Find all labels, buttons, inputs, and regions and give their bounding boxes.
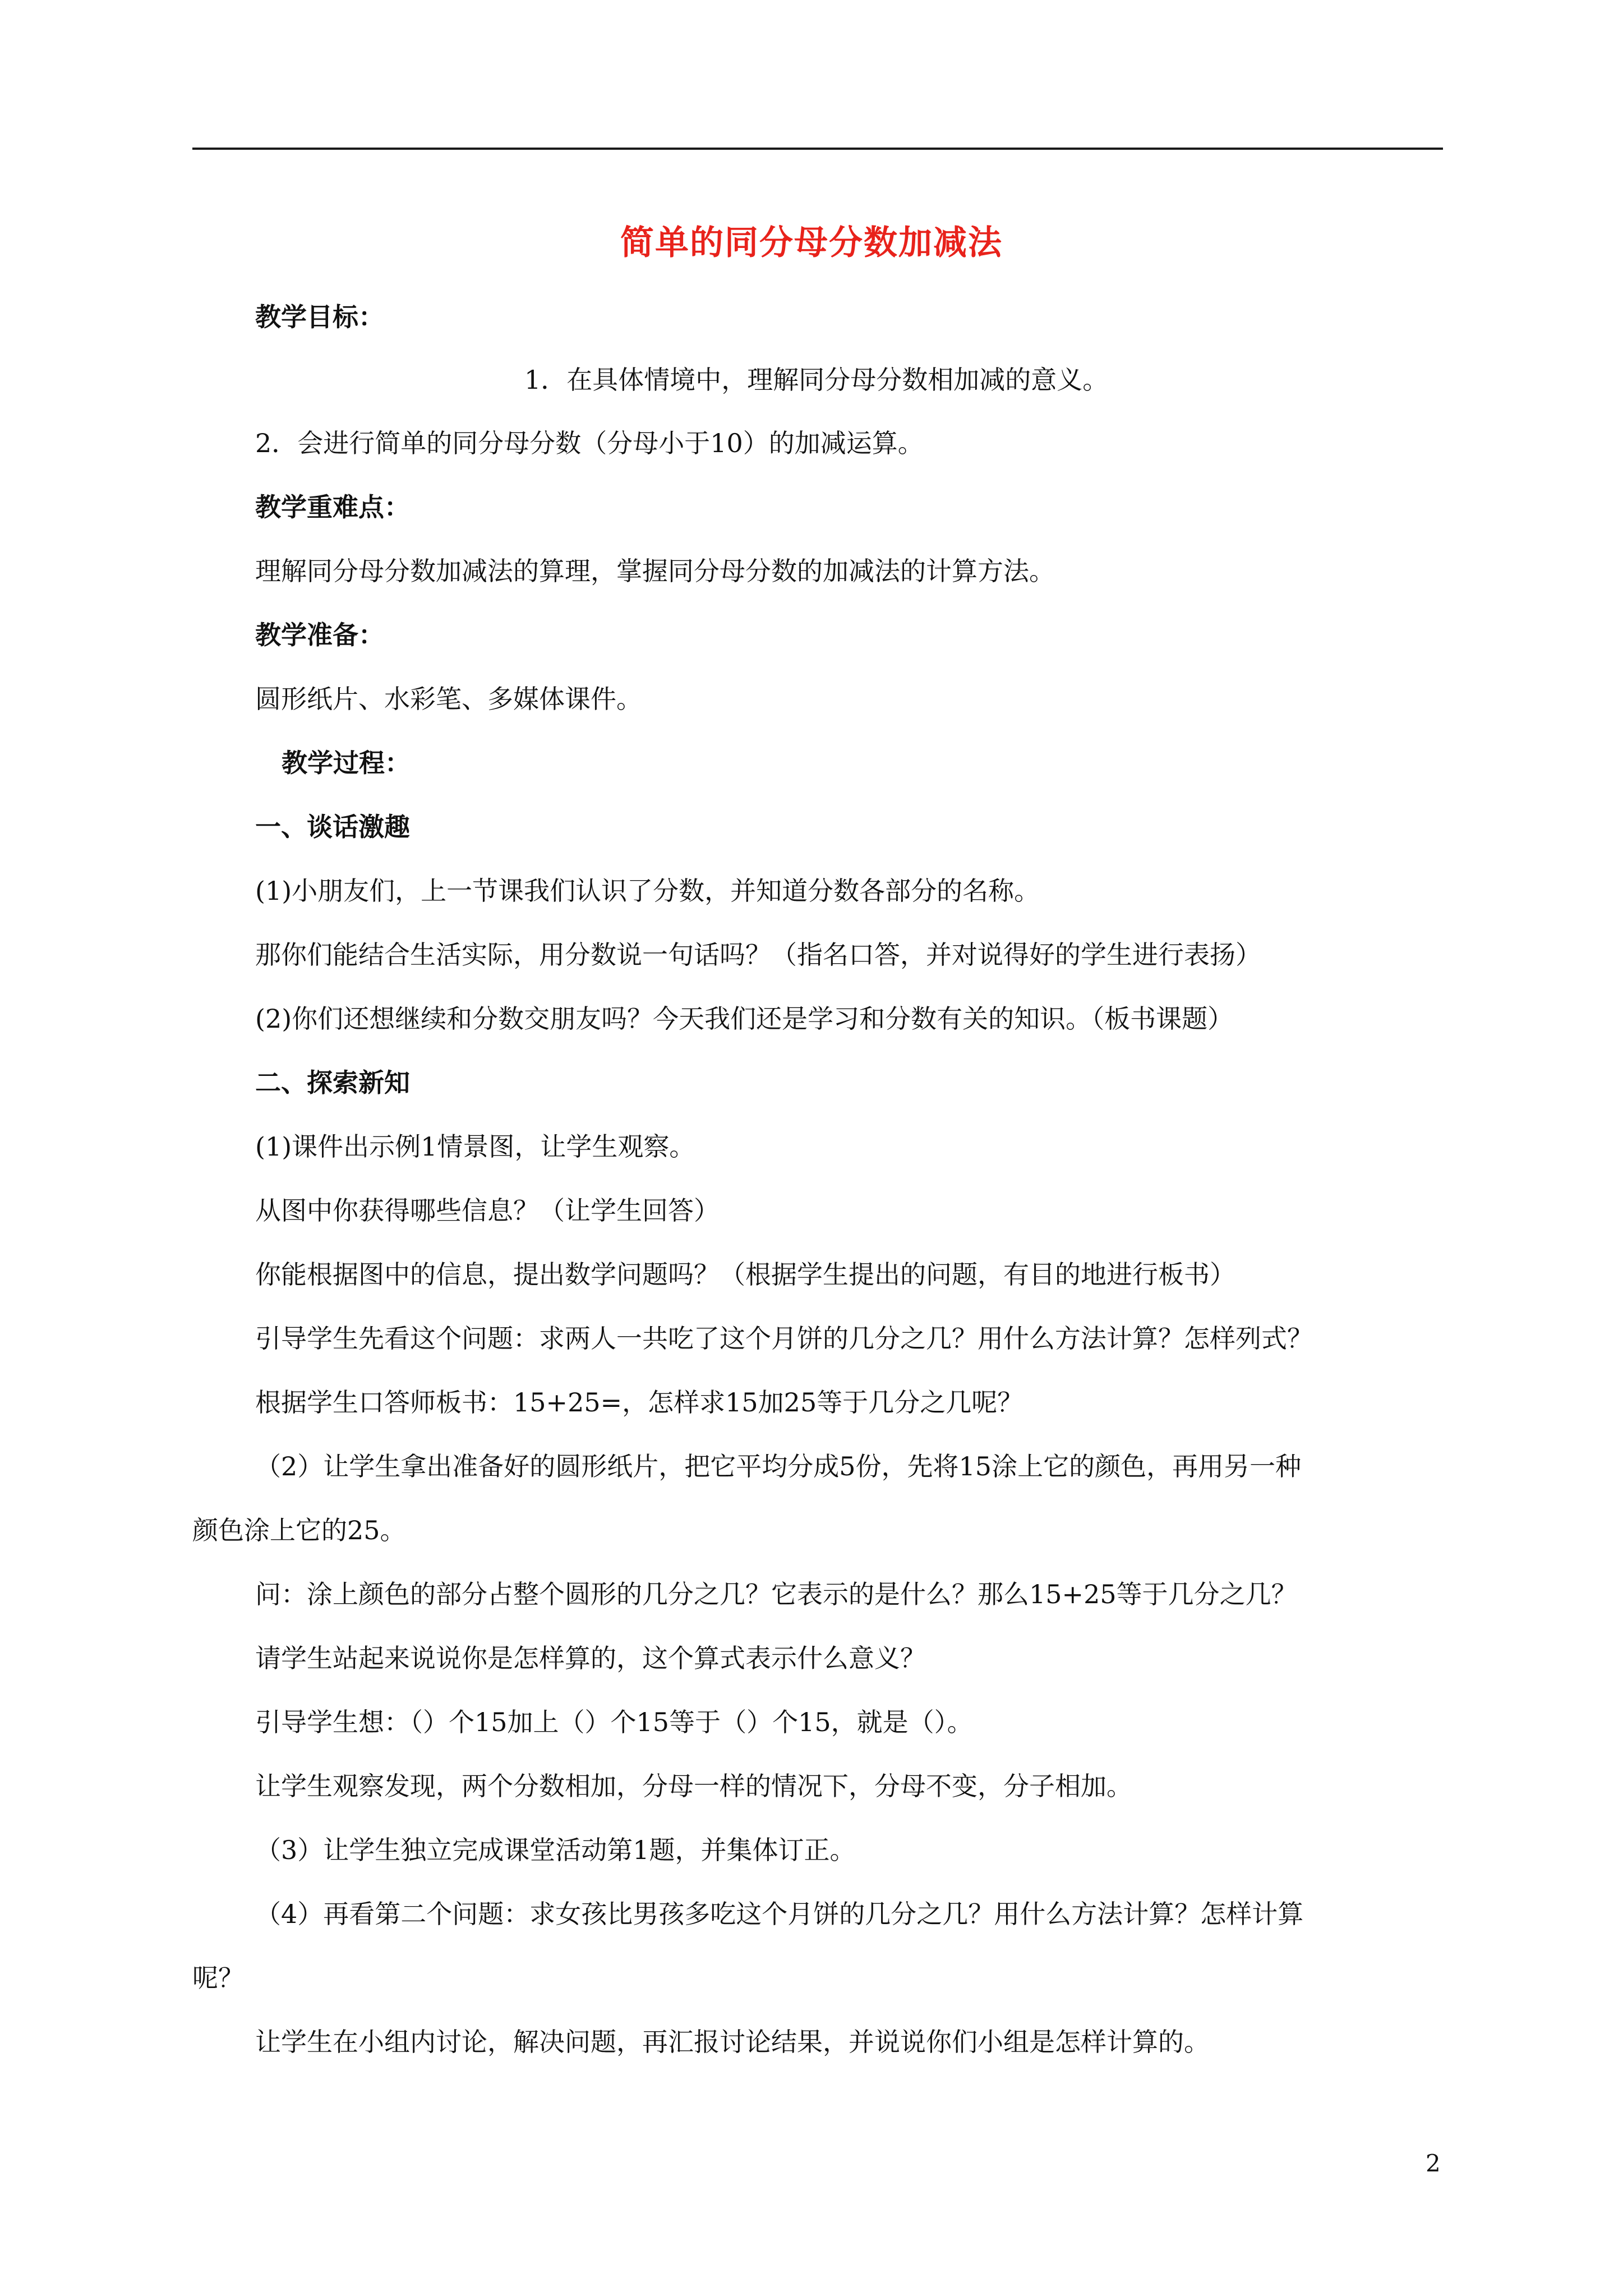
key-points-text: 理解同分母分数加减法的算理，掌握同分母分数的加减法的计算方法。 [255, 556, 1055, 586]
paragraph: (1)小朋友们，上一节课我们认识了分数，并知道分数各部分的名称。 [255, 876, 1040, 906]
paragraph: (1)课件出示例1情景图，让学生观察。 [255, 1131, 695, 1162]
paragraph-continuation: 颜色涂上它的25。 [192, 1515, 406, 1545]
paragraph: （4）再看第二个问题：求女孩比男孩多吃这个月饼的几分之几？用什么方法计算？怎样计算 [255, 1899, 1304, 1929]
paragraph: （2）让学生拿出准备好的圆形纸片，把它平均分成5份，先将15涂上它的颜色，再用另一种 [255, 1451, 1302, 1481]
section-heading-process: 教学过程： [282, 748, 411, 778]
section-heading-part-2: 二、探索新知 [255, 1068, 410, 1098]
objective-1: 1．在具体情境中，理解同分母分数相加减的意义。 [524, 365, 1109, 395]
paragraph: (2)你们还想继续和分数交朋友吗？今天我们还是学习和分数有关的知识。（板书课题） [255, 1004, 1234, 1034]
paragraph: 问：涂上颜色的部分占整个圆形的几分之几？它表示的是什么？那么15+25等于几分之几？ [255, 1579, 1297, 1609]
section-heading-objectives: 教学目标： [255, 302, 384, 332]
paragraph-continuation: 呢？ [192, 1963, 244, 1993]
objective-2: 2．会进行简单的同分母分数（分母小于10）的加减运算。 [255, 428, 924, 458]
paragraph: 请学生站起来说说你是怎样算的，这个算式表示什么意义？ [255, 1643, 926, 1673]
paragraph: 你能根据图中的信息，提出数学问题吗？（根据学生提出的问题，有目的地进行板书） [255, 1259, 1235, 1290]
paragraph: 那你们能结合生活实际，用分数说一句话吗？（指名口答，并对说得好的学生进行表扬） [255, 940, 1261, 970]
paragraph: 让学生在小组内讨论，解决问题，再汇报讨论结果，并说说你们小组是怎样计算的。 [255, 2027, 1210, 2057]
page-number: 2 [1426, 2150, 1441, 2177]
header-rule [192, 148, 1443, 150]
section-heading-preparation: 教学准备： [255, 620, 384, 650]
paragraph: 根据学生口答师板书：15+25=，怎样求15加25等于几分之几呢？ [255, 1387, 1023, 1418]
preparation-text: 圆形纸片、水彩笔、多媒体课件。 [255, 684, 642, 714]
paragraph: 引导学生想：（）个15加上（）个15等于（）个15，就是（）。 [255, 1707, 973, 1737]
section-heading-part-1: 一、谈话激趣 [255, 812, 410, 842]
paragraph: 让学生观察发现，两个分数相加，分母一样的情况下，分母不变，分子相加。 [255, 1771, 1132, 1801]
paragraph: （3）让学生独立完成课堂活动第1题，并集体订正。 [255, 1835, 856, 1865]
document-title: 简单的同分母分数加减法 [620, 223, 1003, 263]
section-heading-key-points: 教学重难点： [255, 492, 410, 522]
paragraph: 从图中你获得哪些信息？（让学生回答） [255, 1195, 720, 1226]
paragraph: 引导学生先看这个问题：求两人一共吃了这个月饼的几分之几？用什么方法计算？怎样列式？ [255, 1323, 1313, 1354]
